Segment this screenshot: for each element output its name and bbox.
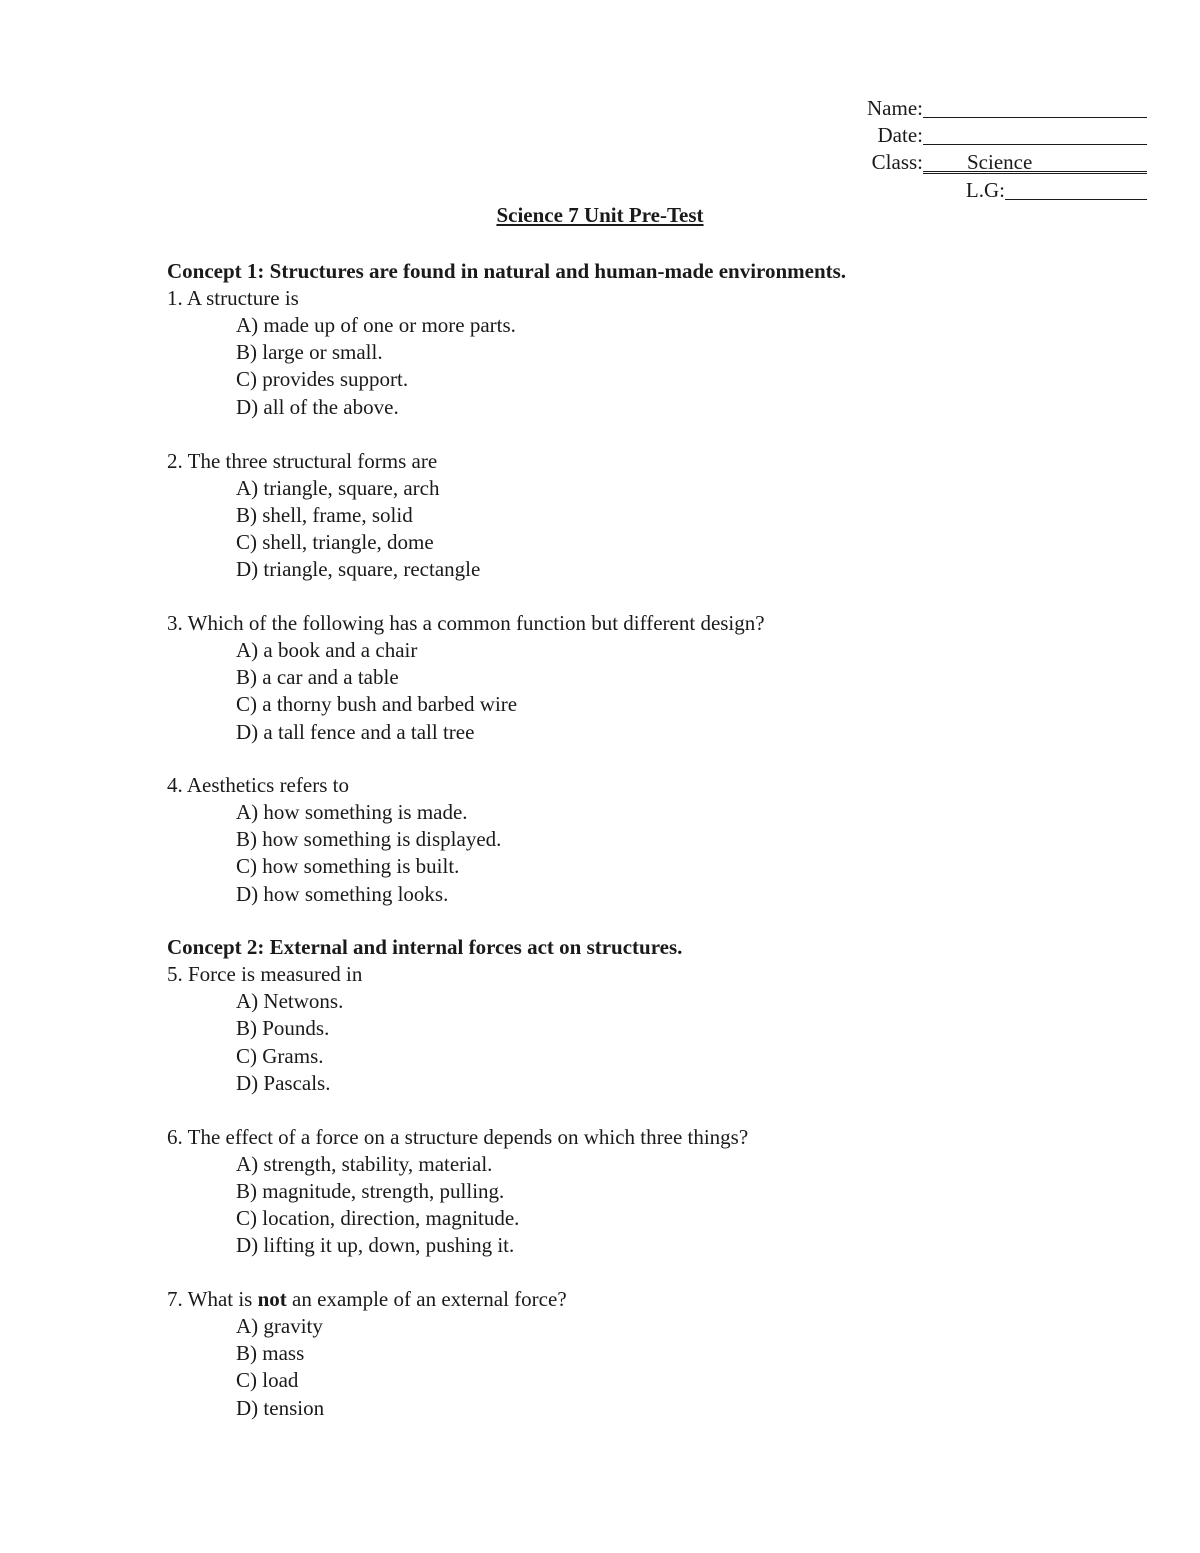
question-5: 5. Force is measured in [167, 962, 363, 986]
q5-option-a[interactable]: A) Netwons. [236, 989, 344, 1013]
name-field [700, 95, 1147, 122]
q7-option-d[interactable]: D) tension [236, 1396, 325, 1420]
date-label: Date: [877, 123, 923, 147]
concept-2-heading: Concept 2: External and internal forces act on structures. [167, 935, 683, 959]
name-label: Name: [867, 96, 923, 120]
q7-option-a[interactable]: A) gravity [236, 1314, 323, 1338]
q5-option-d[interactable]: D) Pascals. [236, 1071, 331, 1095]
q1-option-d[interactable]: D) all of the above. [236, 395, 399, 419]
q3-option-b[interactable]: B) a car and a table [236, 665, 399, 689]
q4-option-d[interactable]: D) how something looks. [236, 882, 449, 906]
q6-option-c[interactable]: C) location, direction, magnitude. [236, 1206, 520, 1230]
page-title: Science 7 Unit Pre-Test [496, 203, 704, 227]
question-7 [167, 1286, 567, 1313]
q1-option-a[interactable]: A) made up of one or more parts. [236, 313, 516, 337]
class-label: Class: [871, 150, 923, 174]
q7-text-pre: 7. What is [167, 1287, 258, 1311]
q4-option-a[interactable]: A) how something is made. [236, 800, 468, 824]
q1-option-b[interactable]: B) large or small. [236, 340, 383, 364]
q5-option-c[interactable]: C) Grams. [236, 1044, 324, 1068]
q1-option-c[interactable]: C) provides support. [236, 367, 409, 391]
lg-blank[interactable] [1005, 177, 1147, 200]
class-value: Science [967, 150, 1033, 174]
lg-field [700, 177, 1147, 204]
q4-option-b[interactable]: B) how something is displayed. [236, 827, 502, 851]
q2-option-d[interactable]: D) triangle, square, rectangle [236, 557, 481, 581]
q7-text-post: an example of an external force? [286, 1287, 567, 1311]
q7-option-c[interactable]: C) load [236, 1368, 299, 1392]
concept-1-heading: Concept 1: Structures are found in natural and human-made environments. [167, 259, 847, 283]
q3-option-c[interactable]: C) a thorny bush and barbed wire [236, 692, 518, 716]
date-blank[interactable] [923, 122, 1147, 145]
class-field [700, 149, 1147, 176]
q2-option-c[interactable]: C) shell, triangle, dome [236, 530, 434, 554]
class-blank[interactable] [923, 149, 1147, 174]
q4-option-c[interactable]: C) how something is built. [236, 854, 460, 878]
date-field [700, 122, 1147, 149]
question-3: 3. Which of the following has a common function but different design? [167, 611, 765, 635]
q7-option-b[interactable]: B) mass [236, 1341, 305, 1365]
lg-label: L.G: [965, 178, 1005, 202]
q6-option-b[interactable]: B) magnitude, strength, pulling. [236, 1179, 505, 1203]
q5-option-b[interactable]: B) Pounds. [236, 1016, 330, 1040]
q2-option-b[interactable]: B) shell, frame, solid [236, 503, 413, 527]
q3-option-d[interactable]: D) a tall fence and a tall tree [236, 720, 475, 744]
question-2: 2. The three structural forms are [167, 449, 438, 473]
q6-option-d[interactable]: D) lifting it up, down, pushing it. [236, 1233, 515, 1257]
q6-option-a[interactable]: A) strength, stability, material. [236, 1152, 493, 1176]
question-4: 4. Aesthetics refers to [167, 773, 349, 797]
q2-option-a[interactable]: A) triangle, square, arch [236, 476, 440, 500]
question-1: 1. A structure is [167, 286, 299, 310]
question-6: 6. The effect of a force on a structure depends on which three things? [167, 1125, 749, 1149]
q3-option-a[interactable]: A) a book and a chair [236, 638, 418, 662]
name-blank[interactable] [923, 95, 1147, 118]
q7-emphasis: not [257, 1287, 287, 1311]
